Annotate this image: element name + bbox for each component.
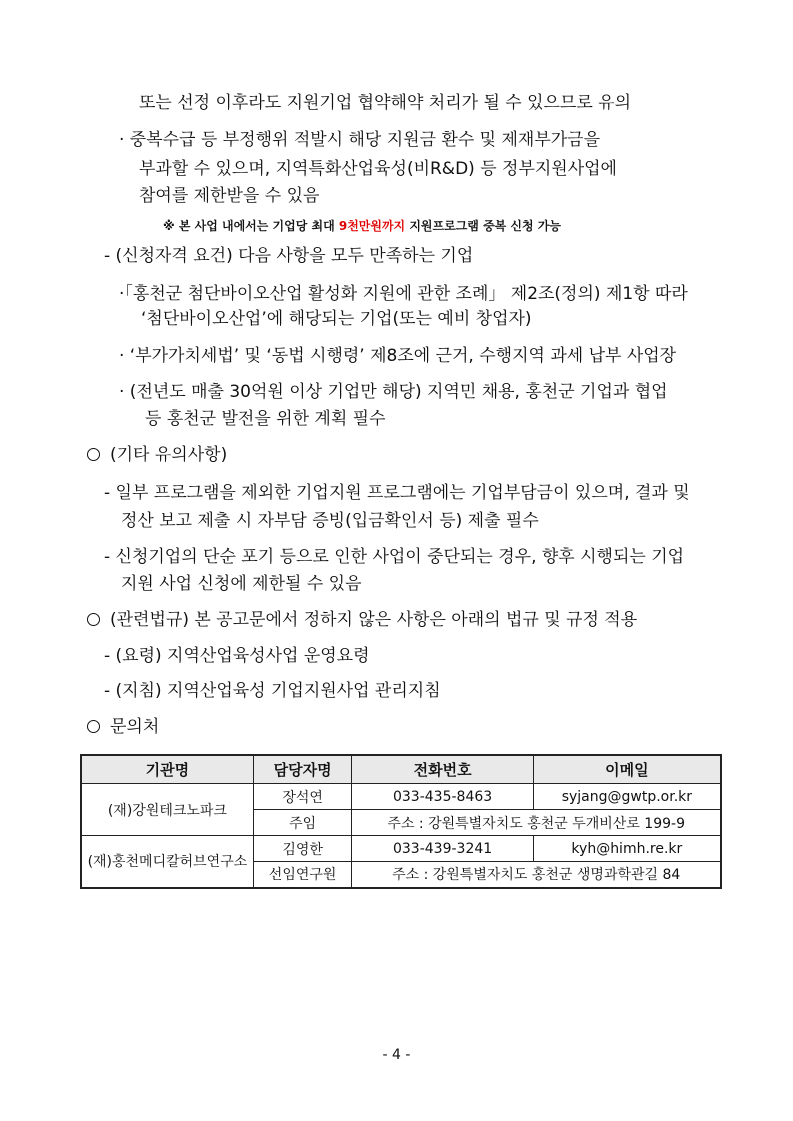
address-cell: 주소 : 강원특별자치도 홍천군 생명과학관길 84 — [352, 862, 721, 888]
column-header: 이메일 — [533, 755, 721, 784]
eligibility-item: ‘첨단바이오산업’에 해당되는 기업(또는 예비 창업자) — [141, 309, 532, 329]
contact-heading — [87, 716, 159, 738]
person-name-cell: 김영한 — [253, 836, 352, 862]
other-item: 정산 보고 제출 시 자부담 증빙(입금확인서 등) 제출 필수 — [121, 511, 539, 531]
other-item: - 일부 프로그램을 제외한 기업지원 프로그램에는 기업부담금이 있으며, 결과 및 — [104, 483, 690, 503]
column-header: 전화번호 — [352, 755, 533, 784]
eligibility-item: · ‘부가가치세법’ 및 ‘동법 시행령’ 제8조에 근거, 수행지역 과세 납부 사업장 — [119, 346, 677, 366]
person-title-cell: 선임연구원 — [253, 862, 352, 888]
text-line: 참여를 제한받을 수 있음 — [139, 186, 320, 206]
person-title-cell: 주임 — [253, 810, 352, 836]
circle-bullet-icon — [87, 448, 100, 461]
table-header-row — [81, 755, 721, 784]
column-header: 기관명 — [81, 755, 253, 784]
duplicate-application-note — [163, 218, 561, 234]
law-item: - (지침) 지역산업육성 기업지원사업 관리지침 — [104, 681, 441, 701]
phone-cell: 033-439-3241 — [352, 836, 533, 862]
contact-heading-text: 문의처 — [110, 717, 160, 737]
page-number: - 4 - — [382, 1047, 411, 1063]
eligibility-item: 등 홍천군 발전을 위한 계획 필수 — [145, 409, 386, 429]
eligibility-item: · (전년도 매출 30억원 이상 기업만 해당) 지역민 채용, 홍천군 기업과 협업 — [119, 382, 668, 402]
other-heading — [87, 444, 227, 466]
note-suffix: 지원프로그램 중복 신청 가능 — [405, 219, 561, 233]
contact-table — [80, 754, 722, 889]
text-line: · 중복수급 등 부정행위 적발시 해당 지원금 환수 및 제재부가금을 — [119, 130, 601, 150]
law-item: - (요령) 지역산업육성사업 운영요령 — [104, 646, 370, 666]
column-header: 담당자명 — [253, 755, 352, 784]
circle-bullet-icon — [87, 613, 100, 626]
law-heading — [87, 609, 637, 631]
note-highlight: 9천만원까지 — [338, 219, 406, 233]
org-cell: (재)홍천메디칼허브연구소 — [81, 836, 253, 888]
other-item: 지원 사업 신청에 제한될 수 있음 — [121, 574, 362, 594]
text-line: 또는 선정 이후라도 지원기업 협약해약 처리가 될 수 있으므로 유의 — [139, 93, 632, 113]
law-heading-text: (관련법규) 본 공고문에서 정하지 않은 사항은 아래의 법규 및 규정 적용 — [110, 610, 638, 630]
address-cell: 주소 : 강원특별자치도 홍천군 두개비산로 199-9 — [352, 810, 721, 836]
email-cell: kyh@himh.re.kr — [533, 836, 721, 862]
email-cell: syjang@gwtp.or.kr — [533, 784, 721, 810]
org-cell: (재)강원테크노파크 — [81, 784, 253, 836]
table-row — [81, 836, 721, 862]
other-heading-text: (기타 유의사항) — [110, 445, 228, 465]
eligibility-heading: - (신청자격 요건) 다음 사항을 모두 만족하는 기업 — [104, 246, 474, 266]
note-prefix: ※ 본 사업 내에서는 기업당 최대 — [163, 219, 339, 233]
text-line: 부과할 수 있으며, 지역특화산업육성(비R&D) 등 정부지원사업에 — [139, 159, 617, 179]
person-name-cell: 장석연 — [253, 784, 352, 810]
circle-bullet-icon — [87, 720, 100, 733]
phone-cell: 033-435-8463 — [352, 784, 533, 810]
eligibility-item: ·「홍천군 첨단바이오산업 활성화 지원에 관한 조례」 제2조(정의) 제1항 따라 — [119, 284, 688, 304]
table-row — [81, 784, 721, 810]
other-item: - 신청기업의 단순 포기 등으로 인한 사업이 중단되는 경우, 향후 시행되는 기업 — [104, 547, 685, 567]
